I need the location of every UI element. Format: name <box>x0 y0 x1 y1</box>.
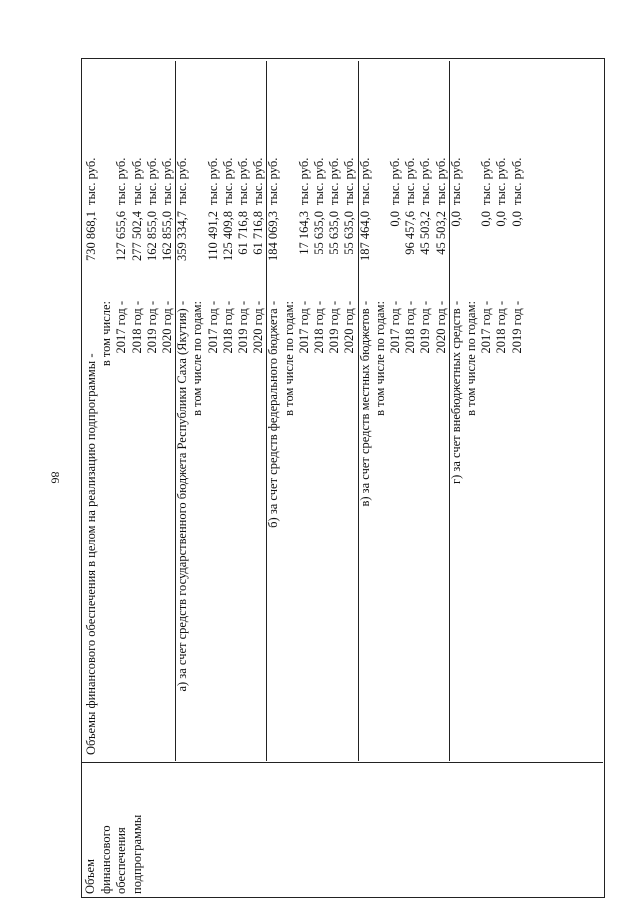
row-value: 730 868,1 <box>84 211 98 261</box>
financing-row <box>479 61 494 761</box>
financing-row <box>236 61 251 761</box>
row-unit: тыс. руб. <box>296 157 311 205</box>
row-label: 2018 год - <box>220 301 235 354</box>
row-label: 2017 год - <box>205 301 220 354</box>
row-unit: тыс. руб. <box>433 157 448 205</box>
row-value: 127 655,6 <box>114 211 129 261</box>
row-unit: тыс. руб. <box>205 157 220 205</box>
row-unit: тыс. руб. <box>312 157 326 205</box>
row-unit: тыс. руб. <box>175 157 190 205</box>
financing-row <box>221 61 236 761</box>
row-label: 2020 год - <box>160 301 174 354</box>
financing-row <box>206 61 221 761</box>
row-unit: тыс. руб. <box>251 157 266 205</box>
row-unit: тыс. руб. <box>418 157 433 205</box>
financing-row <box>160 61 175 761</box>
row-value: 61 716,8 <box>251 211 266 255</box>
row-unit: тыс. руб. <box>327 157 342 205</box>
page-number: 86 <box>48 471 63 484</box>
row-value: 187 464,0 <box>357 211 372 261</box>
row-label: в том числе по годам: <box>190 301 205 416</box>
row-unit: тыс. руб. <box>220 157 235 205</box>
row-label: в том числе по годам: <box>464 301 478 416</box>
financing-row <box>251 61 266 761</box>
row-label: 2019 год - <box>236 301 250 354</box>
row-label: 2017 год - <box>114 301 129 354</box>
financing-row <box>418 61 433 761</box>
row-label: в) за счет средств местных бюджетов - <box>357 301 372 507</box>
row-unit: тыс. руб. <box>357 157 372 205</box>
row-value: 0,0 <box>494 211 509 227</box>
row-value: 61 716,8 <box>236 211 250 255</box>
financing-row <box>449 61 464 761</box>
financing-row <box>358 61 373 761</box>
row-unit: тыс. руб. <box>114 157 129 205</box>
caption-line: Объем <box>83 859 97 894</box>
row-label: 2017 год - <box>388 301 402 354</box>
row-unit: тыс. руб. <box>160 157 174 205</box>
financing-row <box>175 61 190 761</box>
row-value: 45 503,2 <box>418 211 433 255</box>
financing-row <box>282 61 297 761</box>
row-value: 0,0 <box>479 211 494 227</box>
row-label: Объемы финансового обеспечения в целом на реализацию подпрограммы - <box>84 353 98 755</box>
caption-line: подпрограммы <box>129 814 144 894</box>
financing-row <box>327 61 342 761</box>
financing-row <box>434 61 449 761</box>
row-label: 2018 год - <box>494 301 509 354</box>
financing-row <box>99 61 114 761</box>
row-unit: тыс. руб. <box>236 157 250 205</box>
row-unit: тыс. руб. <box>144 157 159 205</box>
row-value: 55 635,0 <box>327 211 342 255</box>
row-label: в том числе по годам: <box>281 301 296 416</box>
financing-row <box>494 61 509 761</box>
row-label: б) за счет средств федерального бюджета - <box>266 301 281 528</box>
row-label: 2020 год - <box>433 301 448 354</box>
row-unit: тыс. руб. <box>342 157 357 205</box>
row-unit: тыс. руб. <box>388 157 402 205</box>
row-unit: тыс. руб. <box>129 157 144 205</box>
row-label: 2019 год - <box>418 301 433 354</box>
caption-line: финансового <box>98 825 113 894</box>
row-label: 2017 год - <box>296 301 311 354</box>
row-unit: тыс. руб. <box>479 157 494 205</box>
row-value: 277 502,4 <box>129 211 144 261</box>
row-value: 45 503,2 <box>433 211 448 255</box>
row-value: 0,0 <box>448 211 463 227</box>
row-label: 2020 год - <box>342 301 357 354</box>
row-label: 2018 год - <box>312 301 326 354</box>
financing-row <box>84 61 99 761</box>
row-label: в том числе: <box>99 301 114 367</box>
row-unit: тыс. руб. <box>84 157 98 205</box>
row-value: 110 491,2 <box>205 211 220 261</box>
financing-row <box>373 61 388 761</box>
financing-caption <box>83 767 145 894</box>
row-unit: тыс. руб. <box>266 157 281 205</box>
financing-row <box>388 61 403 761</box>
row-label: 2020 год - <box>251 301 266 354</box>
row-unit: тыс. руб. <box>448 157 463 205</box>
row-label: 2019 год - <box>144 301 159 354</box>
row-label: 2017 год - <box>479 301 494 354</box>
row-unit: тыс. руб. <box>403 157 418 205</box>
row-value: 359 334,7 <box>175 211 190 261</box>
row-unit: тыс. руб. <box>494 157 509 205</box>
financing-row <box>312 61 327 761</box>
row-value: 0,0 <box>388 211 402 227</box>
financing-row <box>190 61 205 761</box>
caption-cell <box>81 762 603 898</box>
row-unit: тыс. руб. <box>509 157 524 205</box>
financing-row <box>266 61 281 761</box>
financing-table <box>81 58 605 898</box>
row-value: 184 069,3 <box>266 211 281 261</box>
financing-row <box>130 61 145 761</box>
row-value: 96 457,6 <box>403 211 418 255</box>
row-value: 55 635,0 <box>342 211 357 255</box>
financing-row <box>342 61 357 761</box>
caption-line: обеспечения <box>114 827 128 894</box>
row-value: 162 855,0 <box>144 211 159 261</box>
financing-rows <box>81 61 603 761</box>
row-label: 2019 год - <box>327 301 342 354</box>
row-value: 0,0 <box>509 211 524 227</box>
row-value: 162 855,0 <box>160 211 174 261</box>
financing-row <box>145 61 160 761</box>
row-label: г) за счет внебюджетных средств - <box>448 301 463 484</box>
financing-row <box>114 61 129 761</box>
row-value: 17 164,3 <box>296 211 311 255</box>
financing-row <box>464 61 479 761</box>
row-label: а) за счет средств государственного бюджета Республики Саха (Якутия) - <box>175 301 190 692</box>
row-label: 2018 год - <box>403 301 418 354</box>
row-value: 125 409,8 <box>220 211 235 261</box>
row-value: 55 635,0 <box>312 211 326 255</box>
financing-row <box>403 61 418 761</box>
row-label: в том числе по годам: <box>372 301 387 416</box>
financing-row <box>297 61 312 761</box>
financing-row <box>510 61 525 761</box>
row-label: 2019 год - <box>509 301 524 354</box>
row-label: 2018 год - <box>129 301 144 354</box>
